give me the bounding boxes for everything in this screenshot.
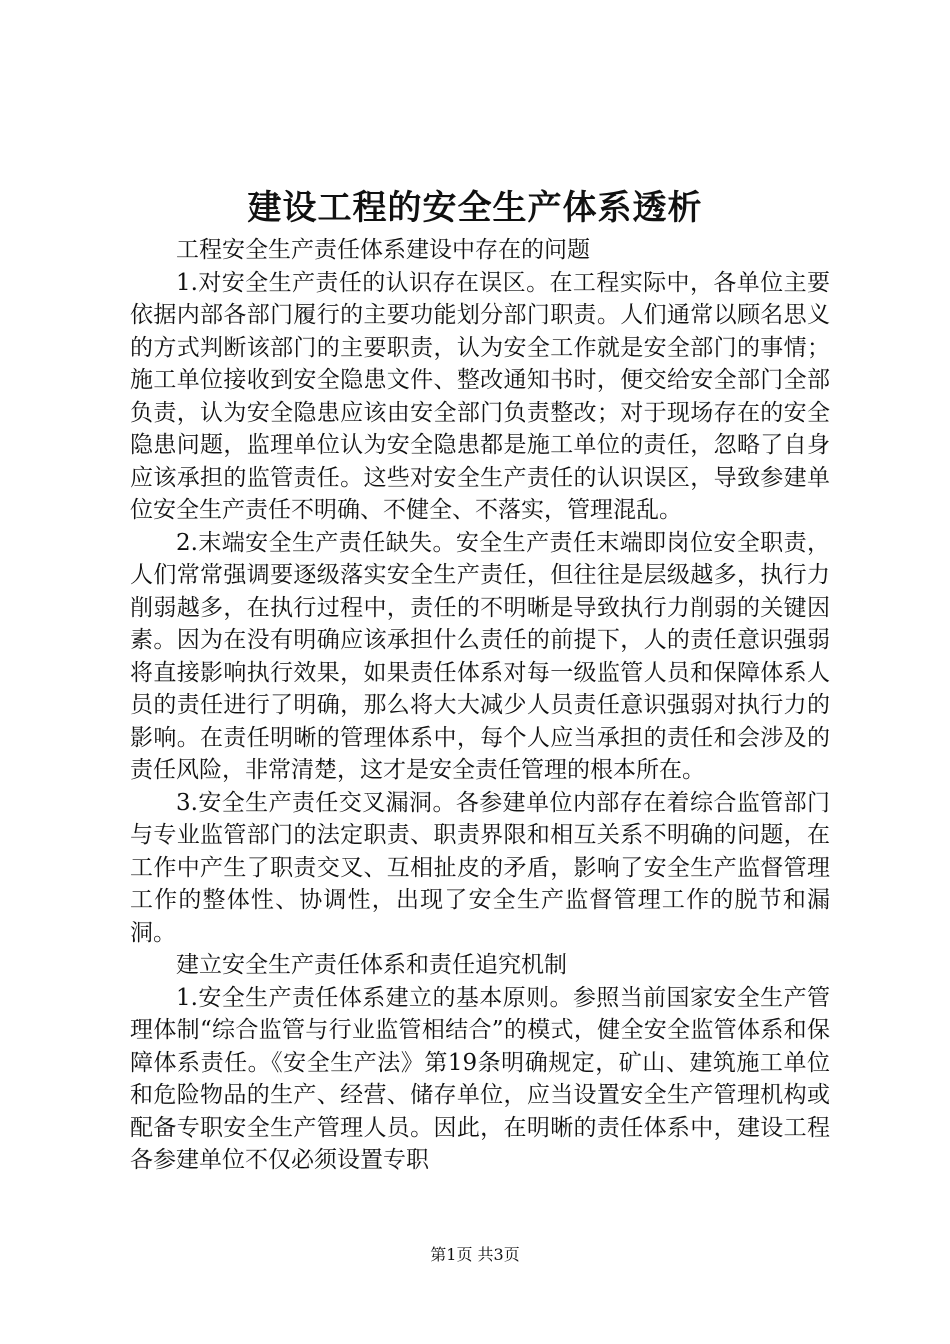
document-body <box>130 234 830 1177</box>
page-footer: 第1页 共3页 <box>430 1245 520 1264</box>
section-heading-problems: 工程安全生产责任体系建设中存在的问题 <box>176 237 590 263</box>
document-title: 建设工程的安全生产体系透析 <box>247 188 703 228</box>
section-heading-mechanism: 建立安全生产责任体系和责任追究机制 <box>176 952 567 978</box>
paragraph-1: 1.对安全生产责任的认识存在误区。在工程实际中，各单位主要依据内部各部门履行的主要功能划分部门职责。人们通常以顾名思义的方式判断该部门的主要职责，认为安全工作就是安全部门的事情；施工单位接收到安全隐患文件、整改通知书时，便交给安全部门全部负责，认为安全隐患应该由安全部门负责整改；对于现场存在的安全隐患问题，监理单位认为安全隐患都是施工单位的责任，忽略了自身应该承担的监管责任。这些对安全生产责任的认识误区，导致参建单位安全生产责任不明确、不健全、不落实，管理混乱。 <box>130 269 830 523</box>
paragraph-2: 2.末端安全生产责任缺失。安全生产责任末端即岗位安全职责，人们常常强调要逐级落实安全生产责任，但往往是层级越多，执行力削弱越多，在执行过程中，责任的不明晰是导致执行力削弱的关键因素。因为在没有明确应该承担什么责任的前提下，人的责任意识强弱将直接影响执行效果，如果责任体系对每一级监管人员和保障体系人员的责任进行了明确，那么将大大减少人员责任意识强弱对执行力的影响。在责任明晰的管理体系中，每个人应当承担的责任和会涉及的责任风险，非常清楚，这才是安全责任管理的根本所在。 <box>130 529 830 783</box>
paragraph-4: 1.安全生产责任体系建立的基本原则。参照当前国家安全生产管理体制“综合监管与行业监管相结合”的模式，健全安全监管体系和保障体系责任。《安全生产法》第19条明确规定，矿山、建筑施工单位和危险物品的生产、经营、储存单位，应当设置安全生产管理机构或配备专职安全生产管理人员。因此，在明晰的责任体系中，建设工程各参建单位不仅必须设置专职 <box>130 984 830 1173</box>
paragraph-3: 3.安全生产责任交叉漏洞。各参建单位内部存在着综合监管部门与专业监管部门的法定职责、职责界限和相互关系不明确的问题，在工作中产生了职责交叉、互相扯皮的矛盾，影响了安全生产监督管理工作的整体性、协调性，出现了安全生产监督管理工作的脱节和漏洞。 <box>130 789 830 946</box>
